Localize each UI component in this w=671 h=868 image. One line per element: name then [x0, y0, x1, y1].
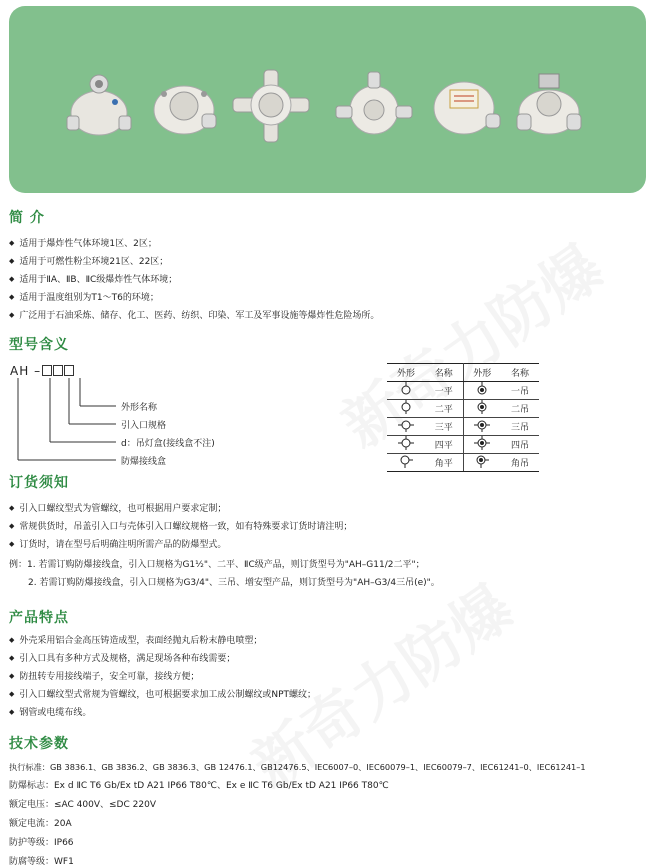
one-way-hanging-icon — [475, 382, 489, 396]
spec-voltage: 额定电压：≤AC 400V、≤DC 220V — [9, 800, 156, 810]
table-header: 名称 — [425, 364, 463, 382]
list-item: ◆ 引入口螺纹型式常规为管螺纹，也可根据要求加工成公制螺纹或NPT螺纹； — [9, 686, 316, 704]
spec-ex-marking: 防爆标志：Ex d ⅡC T6 Gb/Ex tD A21 IP66 T80℃、Ex e ⅡC T6 Gb/Ex tD A21 IP66 T80℃ — [9, 781, 389, 791]
table-row — [387, 454, 539, 472]
table-header: 外形 — [387, 364, 425, 382]
table-cell: 角平 — [425, 454, 463, 472]
list-item: ◆ 常规供货时，吊盖引入口与壳体引入口螺纹规格一致，如有特殊要求订货时请注明； — [9, 518, 352, 536]
list-item: ◆ 引入口螺纹型式为管螺纹，也可根据用户要求定制； — [9, 500, 352, 518]
two-way-flat-icon — [398, 400, 414, 414]
four-way-hanging-icon — [473, 436, 491, 450]
table-cell: 四平 — [425, 436, 463, 454]
model-dash: – — [34, 364, 42, 378]
order-list — [9, 500, 352, 554]
specs-title: 技术参数 — [9, 736, 69, 752]
tree-label-lamp-box: d：吊灯盒(接线盒不注) — [121, 439, 215, 449]
table-row — [387, 418, 539, 436]
specs-list — [9, 758, 586, 868]
table-cell: 三吊 — [501, 418, 539, 436]
table-row — [387, 436, 539, 454]
model-title: 型号含义 — [9, 337, 69, 353]
tree-label-entry: 引入口规格 — [121, 421, 167, 431]
table-cell: 三平 — [425, 418, 463, 436]
order-example-2: 2. 若需订购防爆接线盒，引入口规格为G3/4"、三吊、增安型产品，则订货型号为"AH–G3/4三吊(e)"。 — [28, 578, 440, 588]
list-item: ◆ 钢管或电缆布线。 — [9, 704, 316, 722]
list-item: ◆ 订货时，请在型号后明确注明所需产品的防爆型式。 — [9, 536, 352, 554]
two-way-hanging-icon — [474, 400, 490, 414]
order-examples — [9, 556, 440, 592]
spec-current: 额定电流：20A — [9, 819, 72, 829]
features-title: 产品特点 — [9, 610, 69, 626]
table-cell: 一平 — [425, 382, 463, 400]
list-item: ◆ 适用于可燃性粉尘环境21区、22区； — [9, 253, 379, 271]
four-way-flat-icon — [397, 436, 415, 450]
table-row — [387, 382, 539, 400]
table-cell: 二吊 — [501, 400, 539, 418]
model-prefix: AH — [10, 364, 30, 378]
list-item: ◆ 引入口具有多种方式及规格，满足现场各种布线需要； — [9, 650, 316, 668]
order-title: 订货须知 — [9, 475, 69, 491]
three-way-hanging-icon — [473, 418, 491, 432]
list-item: ◆ 外壳采用铝合金高压铸造成型，表面经抛丸后粉末静电喷塑； — [9, 632, 316, 650]
table-header: 名称 — [501, 364, 539, 382]
intro-title: 简 介 — [9, 210, 45, 226]
table-row — [387, 400, 539, 418]
list-item: ◆ 防扭转专用接线端子，安全可靠，接线方便； — [9, 668, 316, 686]
list-item: ◆ 适用于温度组别为T1～T6的环境； — [9, 289, 379, 307]
list-item: ◆ 适用于ⅡA、ⅡB、ⅡC级爆炸性气体环境； — [9, 271, 379, 289]
order-example-1: 例：1. 若需订购防爆接线盒，引入口规格为G1½"、二平、ⅡC级产品，则订货型号为"AH–G11/2二平"； — [9, 560, 425, 570]
table-cell: 角吊 — [501, 454, 539, 472]
spec-standard: 执行标准：GB 3836.1、GB 3836.2、GB 3836.3、GB 12476.1、GB12476.5、IEC6007–0、IEC60079–1、IEC60079–7、IEC61241–0、IEC61241–1 — [9, 762, 586, 772]
three-way-flat-icon — [397, 418, 415, 432]
spec-anticorrosion: 防腐等级：WF1 — [9, 857, 74, 867]
list-item: ◆ 广泛用于石油采炼、储存、化工、医药、纺织、印染、军工及军事设施等爆炸性危险场所。 — [9, 307, 379, 325]
one-way-flat-icon — [399, 382, 413, 396]
tree-label-junction-box: 防爆接线盒 — [121, 457, 167, 467]
table-cell: 四吊 — [501, 436, 539, 454]
corner-flat-icon — [398, 454, 414, 468]
table-header: 外形 — [463, 364, 501, 382]
table-cell: 二平 — [425, 400, 463, 418]
shape-table — [387, 363, 539, 472]
table-cell: 一吊 — [501, 382, 539, 400]
list-item: ◆ 适用于爆炸性气体环境1区、2区； — [9, 235, 379, 253]
corner-hanging-icon — [474, 454, 490, 468]
features-list — [9, 632, 316, 722]
spec-protection: 防护等级：IP66 — [9, 838, 74, 848]
tree-label-shape: 外形名称 — [121, 403, 158, 413]
